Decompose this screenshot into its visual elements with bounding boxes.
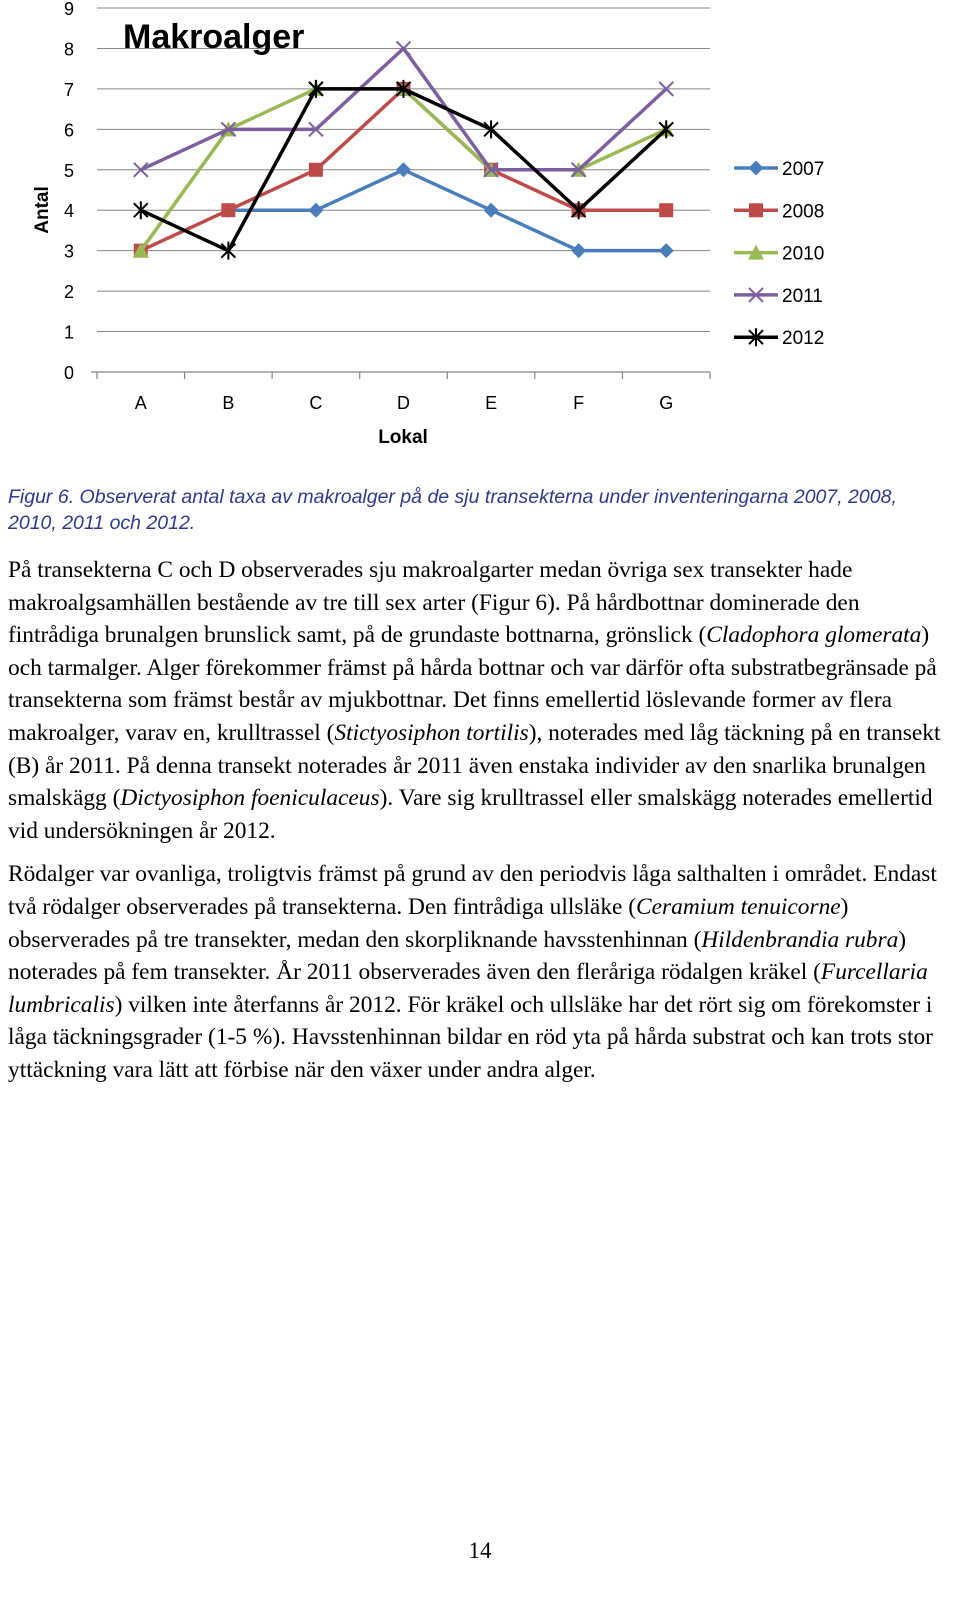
x-tick-label: B [222, 393, 235, 413]
data-point [484, 203, 499, 218]
legend-entry [734, 201, 824, 222]
y-tick-label: 0 [63, 363, 74, 383]
body-text [8, 554, 952, 1098]
text-run: Rödalger var ovanliga, troligtvis främst på grund av den periodvis låga salthalten i området. Endast två rödalger observerades på transekterna. Den fintrådiga ullsläke ( [8, 861, 937, 920]
x-axis-title: Lokal [378, 427, 428, 448]
legend-label: 2007 [782, 159, 825, 180]
y-tick-label: 3 [63, 241, 74, 262]
y-tick-label: 7 [63, 79, 74, 100]
species-name: Ceramium tenuicorne [636, 893, 841, 920]
x-tick-label: C [309, 393, 323, 413]
y-tick-label: 6 [63, 120, 74, 141]
legend-label: 2008 [782, 201, 825, 223]
paragraph-2 [8, 858, 952, 1086]
series-2011 [134, 41, 673, 176]
data-point [571, 243, 586, 258]
data-point [396, 162, 411, 177]
species-name: Dictyosiphon foeniculaceus [120, 785, 380, 812]
page-number: 14 [468, 1538, 492, 1563]
text-run: På transekterna C och D observerades sju makroalgarter medan övriga sex transekter hade makroalgsamhällen bestående av tre till sex arter (Figur 6). På hårdbottnar dominerade den fintrådiga brunalgen brunslick samt, på de grundaste bottnarna, grönslick ( [8, 557, 860, 649]
figure-caption: Figur 6. Observerat antal taxa av makroalger på de sju transekterna under inventeringarna 2007, 2008, 2010, 2011 och 2012. [8, 486, 897, 534]
species-name: Stictyosiphon tortilis [334, 719, 529, 746]
y-tick-label: 2 [63, 282, 74, 303]
species-name: Hildenbrandia rubra [701, 926, 899, 953]
y-tick-label: 5 [63, 160, 74, 181]
x-tick-label: E [485, 393, 498, 413]
data-point [221, 203, 235, 217]
y-tick-label: 9 [63, 0, 74, 19]
series-line [141, 48, 666, 169]
text-run: ), noterades med låg täckning på en transekt (B) år 2011. På denna transekt noterades år 2011 även enstaka individer av den snarlika brunalgen smalskägg ( [8, 719, 941, 812]
y-axis-title: Antal [32, 186, 53, 234]
data-point [659, 203, 673, 217]
legend-marker [749, 203, 763, 217]
legend-marker [749, 161, 764, 176]
species-name: Furcellaria lumbricalis [8, 959, 928, 1018]
paragraph-1 [8, 554, 952, 847]
y-tick-label: 8 [63, 39, 74, 60]
legend-label: 2011 [782, 285, 823, 307]
legend-entry [734, 159, 824, 180]
x-tick-label: D [397, 393, 410, 413]
chart-title: Makroalger [123, 18, 305, 56]
x-tick-label: A [134, 393, 147, 413]
y-tick-label: 1 [63, 322, 74, 343]
data-point [308, 203, 323, 218]
legend-entry [734, 328, 824, 349]
text-run: ) och tarmalger. Alger förekommer främst på hårda bottnar och var därför ofta substratbegränsade på transekterna som främst består av mjukbottnar. Det finns emellertid löslevande former av flera makroalger, varav en, krulltrassel ( [8, 622, 937, 746]
text-run: ). Vare sig krulltrassel eller smalskägg noterades emellertid vid undersökningen år 2012. [8, 785, 933, 844]
legend-entry [734, 286, 823, 307]
species-name: Cladophora glomerata [706, 622, 922, 649]
x-tick-label: G [659, 393, 674, 413]
legend-entry [734, 244, 824, 265]
data-point [309, 163, 323, 177]
text-run: ) noterades på fem transekter. År 2011 observerades även den fleråriga rödalgen kräkel ( [8, 926, 907, 986]
x-tick-label: F [573, 393, 585, 413]
text-run: ) vilken inte återfanns år 2012. För kräkel och ullsläke har det rört sig om förekomster i låga täckningsgrader (1-5 %). Havsstenhinnan bildar en röd yta på hårda substrat och kan trots stor yttäckning vara lätt att förbise när den växer under andra alger. [8, 991, 933, 1083]
makroalger-line-chart [0, 0, 960, 470]
y-tick-label: 4 [63, 201, 74, 222]
text-run: ) observerades på tre transekter, medan den skorpliknande havsstenhinnan ( [8, 893, 849, 953]
legend-label: 2010 [782, 243, 825, 265]
data-point [659, 243, 674, 258]
legend-label: 2012 [782, 328, 825, 350]
